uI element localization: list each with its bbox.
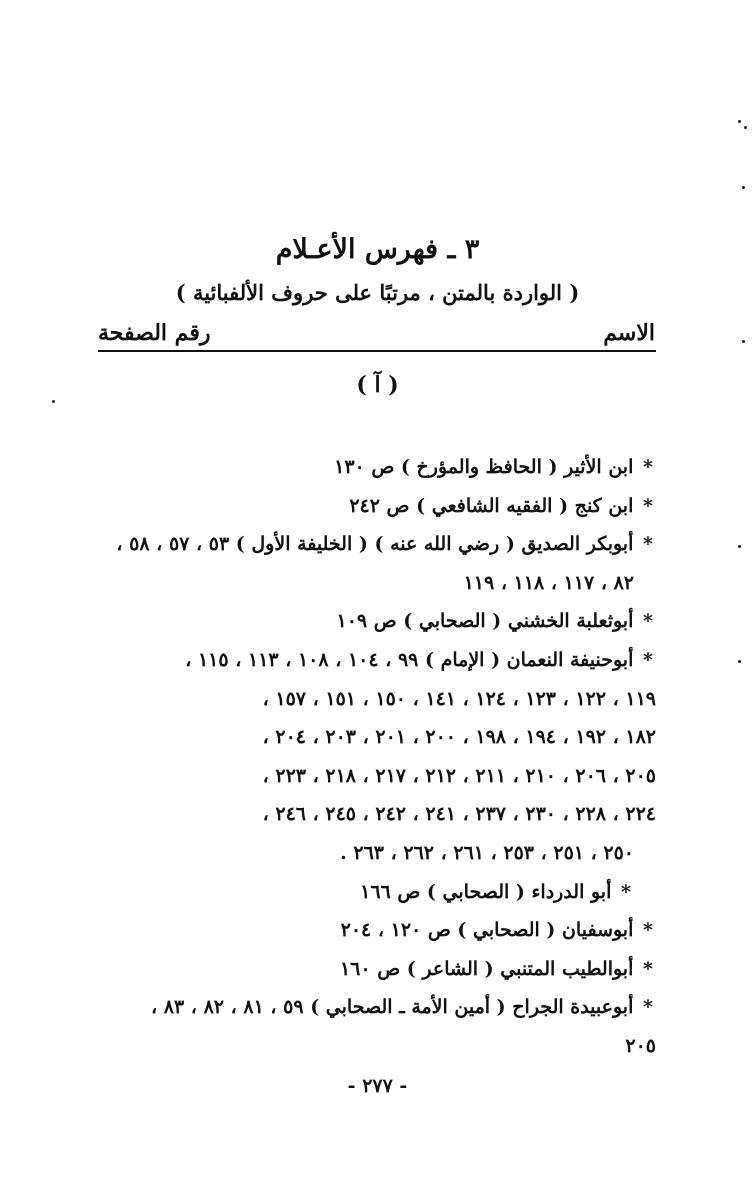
scan-speck <box>742 340 745 343</box>
scan-speck <box>742 186 745 189</box>
entry-text: أبوسفيان ( الصحابي ) ص ١٢٠ ، ٢٠٤ <box>340 919 634 942</box>
entry-text: أبو الدرداء ( الصحابي ) ص ١٦٦ <box>360 880 612 903</box>
entry-text: أبوبكر الصديق ( رضي الله عنه ) ( الخليفة الأول ) ٥٣ ، ٥٧ ، ٥٨ ، <box>116 533 634 556</box>
index-entry <box>98 602 656 641</box>
entry-text: أبوعبيدة الجراح ( أمين الأمة ـ الصحابي ) ٥٩ ، ٨١ ، ٨٢ ، ٨٣ ، <box>151 996 634 1019</box>
scan-speck <box>738 545 741 548</box>
page-number: - ٢٧٧ - <box>347 1075 408 1097</box>
entry-text: ١٨٢ ، ١٩٢ ، ١٩٤ ، ١٩٨ ، ٢٠٠ ، ٢٠١ ، ٢٠٣ ، ٢٠٤ ، <box>262 726 656 749</box>
header-divider <box>98 350 656 352</box>
page-subtitle: ( الواردة بالمتن ، مرتبًا على حروف الألفبائية ) <box>175 280 580 305</box>
index-entry <box>98 641 656 680</box>
index-entry-continuation <box>98 680 656 719</box>
bullet-icon: * <box>621 880 631 903</box>
column-header-name: الاسم <box>603 320 655 346</box>
index-entry-continuation <box>98 757 656 796</box>
index-entries <box>98 448 656 1066</box>
bullet-icon: * <box>643 648 653 671</box>
entry-text: ٢٠٥ <box>625 1034 656 1057</box>
scan-speck <box>738 660 741 663</box>
index-entry-continuation <box>98 718 656 757</box>
index-entry <box>98 911 656 950</box>
scan-speck <box>738 120 741 123</box>
index-entry-continuation <box>98 1027 656 1066</box>
bullet-icon: * <box>643 957 653 980</box>
index-entry <box>98 525 656 564</box>
entry-text: ابن الأثير ( الحافظ والمؤرخ ) ص ١٣٠ <box>334 456 634 478</box>
scan-speck <box>744 126 747 129</box>
entry-text: أبوثعلبة الخشني ( الصحابي ) ص ١٠٩ <box>336 610 634 633</box>
section-letter: ( آ ) <box>356 372 399 398</box>
entry-text: ٨٢ ، ١١٧ ، ١١٨ ، ١١٩ <box>463 571 634 594</box>
bullet-icon: * <box>643 533 653 556</box>
entry-text: ٢٠٥ ، ٢٠٦ ، ٢١٠ ، ٢١١ ، ٢١٢ ، ٢١٧ ، ٢١٨ ، ٢٢٣ ، <box>262 764 656 787</box>
bullet-icon: * <box>643 610 653 633</box>
bullet-icon: * <box>643 996 653 1019</box>
bullet-icon: * <box>643 919 653 942</box>
entry-text: أبوالطيب المتنبي ( الشاعر ) ص ١٦٠ <box>339 957 634 980</box>
entry-text: ١١٩ ، ١٢٢ ، ١٢٣ ، ١٢٤ ، ١٤١ ، ١٥٠ ، ١٥١ ، ١٥٧ ، <box>262 687 656 710</box>
index-entry-continuation <box>98 834 656 873</box>
index-entry <box>98 873 656 912</box>
index-entry <box>98 988 656 1027</box>
entry-text: ٢٢٤ ، ٢٢٨ ، ٢٣٠ ، ٢٣٧ ، ٢٤١ ، ٢٤٢ ، ٢٤٥ ، ٢٤٦ ، <box>262 803 656 826</box>
bullet-icon: * <box>643 456 653 478</box>
index-entry <box>98 487 656 526</box>
index-entry-continuation <box>98 564 656 603</box>
entry-text: ٢٥٠ ، ٢٥١ ، ٢٥٣ ، ٢٦١ ، ٢٦٢ ، ٢٦٣ . <box>340 841 634 864</box>
column-header-page-number: رقم الصفحة <box>98 320 211 346</box>
entry-text: ابن كنج ( الفقيه الشافعي ) ص ٢٤٢ <box>349 494 634 517</box>
bullet-icon: * <box>643 494 653 517</box>
index-entry <box>98 950 656 989</box>
page-title: ٣ ـ فهرس الأعـلام <box>275 234 480 265</box>
index-entry-continuation <box>98 795 656 834</box>
scan-speck <box>52 400 55 403</box>
entry-text: أبوحنيفة النعمان ( الإمام ) ٩٩ ، ١٠٤ ، ١٠٨ ، ١١٣ ، ١١٥ ، <box>185 648 634 671</box>
index-entry <box>98 448 656 487</box>
